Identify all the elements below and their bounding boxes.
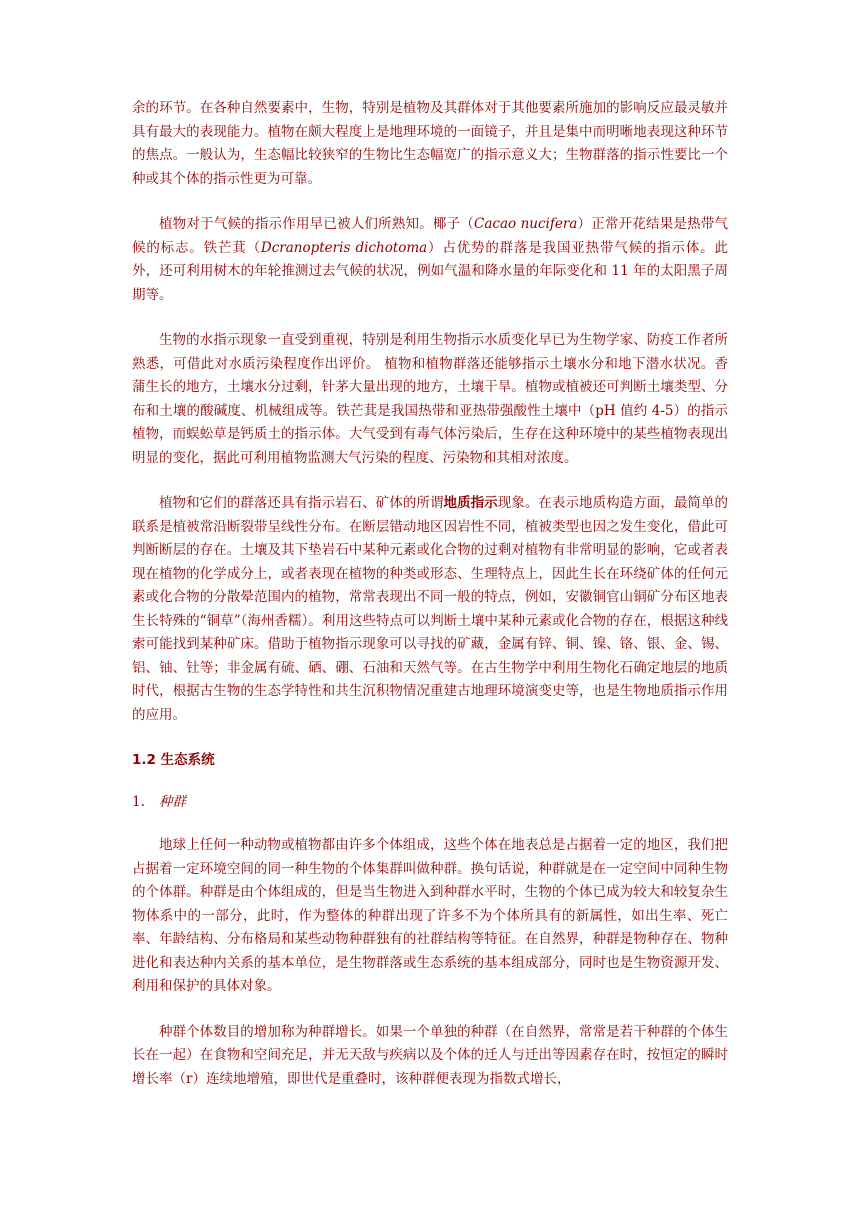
subsection-heading-population — [132, 791, 728, 815]
paragraph-geological-indicator — [132, 492, 728, 727]
paragraph-population-growth: 种群个体数目的增加称为种群增长。如果一个单独的种群（在自然界，常常是若干种群的个体生长在一起）在食物和空间充足，并无天敌与疾病以及个体的迁人与迁出等因素存在时，按恒定的瞬时增长率（r）连续地增殖，即世代是重叠时，该种群便表现为指数式增长， — [132, 1023, 728, 1087]
paragraph-environment-links: 余的环节。在各种自然要素中，生物，特别是植物及其群体对于其他要素所施加的影响反应最灵敏并具有最大的表现能力。植物在颇大程度上是地理环境的一面镜子，并且是集中而明晰地表现这种环节的焦点。一般认为，生态幅比较狭窄的生物比生态幅宽广的指示意义大；生物群落的指示性要比一个种或其个体的指示性更为可靠。 — [132, 100, 728, 187]
climate-text-c: ）正常开花结果是热带气候的标志。铁芒萁（ — [132, 216, 729, 256]
climate-text-a: 植物对于气候的指示作用早已被人们所熟知。椰子（ — [159, 216, 474, 232]
paragraph-water-soil-indicator: 生物的水指示现象一直受到重视，特别是利用生物指示水质变化早已为生物学家、防疫工作者所熟悉，可借此对水质污染程度作出评价。 植物和植物群落还能够指示土壤水分和地下潜水状况。香蒲生长的地方，土壤水分过剩，针茅大量出现的地方，土壤干旱。植物或植被还可判断土壤类型、分布和土壤的酸碱度、机械组成等。铁芒萁是我国热带和亚热带强酸性土壤中（pH 值约 4-5）的指示植物，而蜈蚣草是钙质土的指示体。大气受到有毒气体污染后，生存在这种环境中的某些植物表现出明显的变化，据此可利用植物监测大气污染的程度、污染物和其相对浓度。 — [132, 332, 728, 466]
geology-text-a: 植物和它们的群落还具有指示岩石、矿体的所谓 — [159, 495, 444, 511]
subsection-title: 种群 — [158, 793, 186, 810]
document-page — [132, 97, 728, 1113]
species-name-cacao: Cacao nucifera — [474, 216, 578, 232]
section-heading-ecosystem: 1.2 生态系统 — [132, 752, 215, 768]
paragraph-population-definition: 地球上任何一种动物或植物都由许多个体组成，这些个体在地表总是占据着一定的地区，我们把占据着一定环境空间的同一种生物的个体集群叫做种群。换句话说，种群就是在一定空间中同种生物的个体群。种群是由个体组成的，但是当生物进入到种群水平时，生物的个体已成为较大和较复杂生物体系中的一部分，此时，作为整体的种群出现了许多不为个体所具有的新属性，如出生率、死亡率、年龄结构、分布格局和某些动物种群独有的社群结构等特征。在自然界，种群是物种存在、物种进化和表达种内关系的基本单位，是生物群落或生态系统的基本组成部分，同时也是生物资源开发、利用和保护的具体对象。 — [132, 837, 728, 994]
paragraph-climate-indicator — [132, 213, 728, 307]
subsection-number: 1. — [132, 793, 145, 810]
term-geological-indication: 地质指示 — [443, 495, 498, 511]
species-name-dcranopteris: Dcranopteris dichotoma — [260, 239, 428, 256]
climate-text-e: ）占优势的群落是我国亚热带气候的指示体。此外，还可利用树木的年轮推测过去气候的状况，例如气温和降水量的年际变化和 11 年的太阳黑子周期等。 — [132, 239, 728, 303]
geology-text-c: 现象。在表示地质构造方面，最简单的联系是植被常沿断裂带呈线性分布。在断层错动地区因岩性不同，植被类型也因之发生变化，借此可判断断层的存在。土壤及其下垫岩石中某种元素或化合物的过剩对植物有非常明显的影响，它或者表现在植物的化学成分上，或者表现在植物的种类或形态、生理特点上，因此生长在环绕矿体的任何元素或化合物的分散晕范围内的植物，常常表现出不同一般的特点，例如，安徽铜官山铜矿分布区地表生长特殊的“铜草”（海州香糯）。利用这些特点可以判断土壤中某种元素或化合物的存在，根据这种线索可能找到某种矿床。借助于植物指示现象可以寻找的矿藏，金属有锌、铜、镍、铬、银、金、锡、铝、铀、钍等；非金属有硫、硒、硼、石油和天然气等。在古生物学中利用生物化石确定地层的地质时代，根据古生物的生态学特性和共生沉积物情况重建古地理环境演变史等，也是生物地质指示作用的应用。 — [132, 495, 729, 723]
